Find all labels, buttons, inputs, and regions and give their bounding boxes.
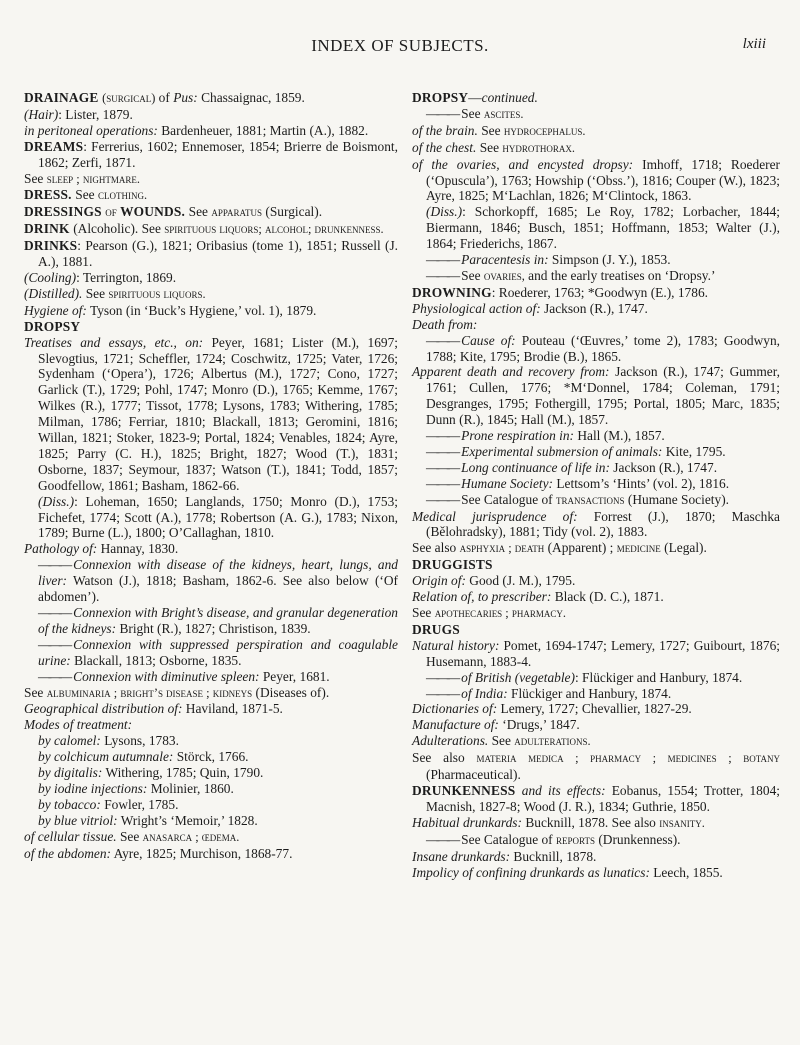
citation-text: Bucknill, 1878. See also (521, 814, 660, 830)
index-sub-entry (24, 557, 398, 605)
citation-text: See (412, 605, 435, 620)
subject-phrase: Habitual drunkards: (412, 814, 522, 830)
ditto-dash: ——— (426, 491, 458, 507)
subject-phrase: of the brain. (412, 122, 478, 138)
entry-heading: DRUGGISTS (412, 557, 493, 573)
subject-phrase: by colchicum autumnale: (38, 749, 174, 765)
subject-phrase: by digitalis: (38, 765, 103, 781)
citation-text: (Surgical). (262, 204, 323, 220)
index-sub-entry (412, 717, 780, 733)
subject-phrase: in peritoneal operations: (24, 122, 158, 138)
citation-text: See also (412, 750, 477, 766)
index-heading-entry (412, 557, 780, 573)
index-sub-entry (412, 849, 780, 865)
citation-text: (Legal). (660, 540, 707, 556)
index-heading-entry (24, 221, 398, 238)
subject-phrase: Paracentesis in: (461, 252, 549, 268)
entry-heading: DROWNING (412, 284, 492, 300)
citation-text: See Catalogue of (461, 831, 556, 847)
index-sub-entry (412, 670, 780, 686)
cross-reference: clothing. (97, 188, 148, 203)
cross-reference: hydrocephalus. (503, 123, 586, 138)
subject-phrase: Pathology of: (24, 541, 98, 557)
index-sub-entry (412, 301, 780, 317)
citation-text: Bardenheuer, 1881; Martin (A.), 1882. (157, 122, 369, 138)
index-sub-entry (412, 540, 780, 557)
ditto-dash: ——— (426, 669, 458, 685)
index-sub-entry (24, 303, 398, 319)
citation-text: See (477, 122, 504, 138)
cross-reference: reports (556, 832, 595, 847)
ditto-dash: ——— (38, 557, 70, 573)
index-sub-entry (412, 317, 780, 333)
entry-heading: DREAMS (24, 138, 84, 154)
index-heading-entry (24, 204, 398, 221)
citation-text: Good (J. M.), 1795. (465, 573, 576, 589)
citation-text: (Alcoholic). See (73, 221, 165, 237)
citation-text: Hannay, 1830. (97, 541, 179, 557)
citation-text: See (24, 170, 47, 186)
citation-text: Bright (R.), 1827; Christison, 1839. (116, 620, 311, 636)
citation-text: See (461, 105, 484, 121)
citation-text: See (75, 187, 98, 203)
citation-text: Blackall, 1813; Osborne, 1835. (70, 652, 242, 668)
cross-reference: ascites. (483, 106, 524, 121)
index-sub-entry (412, 428, 780, 444)
citation-text: See (461, 267, 484, 283)
cross-reference: adulterations. (514, 734, 591, 749)
index-sub-entry (412, 476, 780, 492)
citation-text: Withering, 1785; Quin, 1790. (102, 765, 264, 781)
index-sub-entry (24, 286, 398, 303)
index-sub-entry (24, 749, 398, 765)
subject-phrase: of cellular tissue. (24, 828, 117, 844)
cross-reference: insanity. (659, 815, 705, 830)
index-sub-entry (24, 717, 398, 733)
entry-heading: DRAINAGE (24, 90, 103, 105)
cross-reference: materia medica ; pharmacy ; medicines ; botany (476, 751, 780, 766)
index-heading-entry (412, 90, 780, 106)
index-heading-entry (24, 90, 398, 107)
entry-heading: DRINK (24, 221, 74, 237)
citation-text: Hall (M.), 1857. (574, 428, 665, 444)
citation-text: Jackson (R.), 1747. (540, 300, 648, 316)
subject-phrase: Connexion with Bright’s disease, and granular degeneration of the kidneys: (38, 605, 398, 636)
citation-text: Jackson (R.), 1747. (609, 459, 718, 475)
ditto-dash: ——— (426, 685, 458, 701)
index-sub-entry (24, 107, 398, 123)
index-sub-entry (412, 509, 780, 541)
subject-phrase: by tobacco: (38, 796, 101, 812)
subject-phrase: by iodine injections: (38, 780, 148, 796)
entry-heading: DRINKS (24, 238, 78, 254)
index-sub-entry (24, 701, 398, 717)
cross-reference: albuminaria ; bright’s disease ; kidneys (46, 685, 253, 700)
subject-phrase: and its effects: (521, 782, 606, 798)
ditto-dash: ——— (426, 105, 458, 121)
citation-text: See (188, 204, 212, 220)
index-sub-entry (412, 701, 780, 717)
citation-text: Tyson (in ‘Buck’s Hygiene,’ vol. 1), 1879. (86, 302, 317, 318)
index-sub-entry (412, 832, 780, 849)
index-sub-entry (24, 685, 398, 702)
index-heading-entry (24, 187, 398, 204)
index-heading-entry (412, 285, 780, 301)
cross-reference: spirituous liquors. (108, 286, 206, 301)
index-sub-entry (412, 733, 780, 750)
citation-text: (Diseases of). (252, 684, 330, 700)
citation-text: : Flückiger and Hanbury, 1874. (574, 669, 743, 685)
index-sub-entry (412, 268, 780, 285)
cross-reference: ovaries, (483, 268, 525, 283)
subject-phrase: Adulterations. (412, 733, 489, 749)
index-heading-entry (412, 783, 780, 815)
entry-heading: DRESSINGS (24, 204, 106, 220)
index-heading-entry (412, 622, 780, 638)
citation-text: Imhoff, 1718; Roederer (‘Opuscula’), 1763; Howship (‘Obss.’), 1816; Couper (W.), 1823; Ayre, 1825; M‘Lachlan, 1826; M‘Clintock, 1863. (426, 156, 780, 204)
subject-phrase: (Diss.) (38, 493, 75, 509)
citation-text: (Drunkenness). (594, 831, 681, 847)
citation-text: Chassaignac, 1859. (197, 90, 305, 105)
citation-text: : Loheman, 1650; Langlands, 1750; Monro (D.), 1753; Fichefet, 1774; Scott (A.), 1778; Robertson (A. G.), 1783; Nixon, 1789; Burne (L.), 1800; O’Callaghan, 1810. (38, 493, 398, 541)
index-sub-entry (412, 364, 780, 428)
cross-reference: apothecaries ; pharmacy. (434, 606, 566, 620)
citation-text: Flückiger and Hanbury, 1874. (507, 685, 672, 701)
index-sub-entry (412, 252, 780, 268)
citation-text: Lemery, 1727; Chevallier, 1827-29. (497, 701, 692, 717)
citation-text: of (155, 90, 174, 105)
index-sub-entry (24, 335, 398, 494)
subject-phrase: of British (vegetable) (461, 669, 575, 685)
ditto-dash: ——— (426, 332, 458, 348)
citation-text: Forrest (J.), 1870; Maschka (Bělohradsky), 1881; Tidy (vol. 2), 1883. (426, 508, 781, 540)
ditto-dash: ——— (426, 475, 458, 491)
subject-phrase: Physiological action of: (412, 300, 541, 316)
citation-text: Black (D. C.), 1871. (551, 589, 664, 605)
citation-text: — (468, 90, 482, 105)
subject-phrase: Death from: (412, 316, 478, 332)
citation-text: Bucknill, 1878. (510, 848, 597, 864)
subject-phrase: Apparent death and recovery from: (412, 364, 610, 380)
index-sub-entry (412, 106, 780, 123)
citation-text: Leech, 1855. (649, 864, 723, 880)
subject-phrase: of India: (461, 685, 508, 701)
subject-phrase: of the ovaries, and encysted dropsy: (412, 156, 634, 172)
citation-text: Peyer, 1681. (259, 668, 330, 684)
index-sub-entry (412, 140, 780, 157)
index-sub-entry (24, 846, 398, 862)
citation-text: Pomet, 1694-1747; Lemery, 1727; Guibourt, 1876; Husemann, 1883-4. (426, 637, 780, 669)
subject-phrase: Treatises and essays, etc., on: (24, 334, 204, 350)
subject-phrase: by calomel: (38, 733, 101, 749)
citation-text: : Pearson (G.), 1821; Oribasius (tome 1), 1851; Russell (J. A.), 1881. (38, 238, 398, 270)
cross-reference: medicine (616, 541, 661, 556)
entry-heading: DROPSY (24, 318, 81, 334)
index-sub-entry (412, 865, 780, 881)
citation-text: ‘Drugs,’ 1847. (498, 717, 580, 733)
index-sub-entry (412, 750, 780, 783)
index-sub-entry (24, 669, 398, 685)
citation-text: Lettsom’s ‘Hints’ (vol. 2), 1816. (553, 475, 730, 491)
right-column (412, 90, 780, 1045)
ditto-dash: ——— (426, 831, 458, 847)
citation-text: Störck, 1766. (173, 749, 249, 765)
index-sub-entry (412, 157, 780, 205)
entry-heading: WOUNDS. (116, 204, 189, 220)
subject-phrase: by blue vitriol: (38, 812, 118, 828)
index-sub-entry (412, 204, 780, 252)
subject-phrase: Dictionaries of: (412, 701, 498, 717)
entry-heading: DRUGS (412, 621, 460, 637)
subject-phrase: Modes of treatment: (24, 717, 133, 733)
subject-phrase: Connexion with disease of the kidneys, heart, lungs, and liver: (38, 557, 398, 589)
entry-heading: DRUNKENNESS (412, 782, 522, 798)
subject-phrase: Humane Society: (461, 475, 554, 491)
subject-phrase: of the abdomen: (24, 845, 112, 861)
subject-phrase: Insane drunkards: (412, 848, 511, 864)
index-sub-entry (24, 781, 398, 797)
cross-reference: apparatus (211, 205, 263, 220)
subject-phrase: Medical jurisprudence of: (412, 508, 578, 524)
index-sub-entry (24, 813, 398, 829)
citation-text: Watson (J.), 1818; Basham, 1862-6. See also below (‘Of abdomen’). (38, 573, 398, 605)
citation-text: See also (412, 540, 460, 556)
cross-reference: anasarca ; œdema. (142, 829, 240, 844)
ditto-dash: ——— (426, 252, 458, 268)
index-sub-entry (24, 733, 398, 749)
index-sub-entry (412, 815, 780, 832)
index-sub-entry (412, 638, 780, 670)
index-heading-entry (24, 238, 398, 270)
citation-text: Pouteau (‘Œuvres,’ tome 2), 1783; Goodwyn, 1788; Kite, 1795; Brodie (B.), 1865. (426, 332, 781, 364)
subject-phrase: Pus: (173, 90, 198, 105)
subject-phrase: Long continuance of life in: (461, 459, 610, 475)
cross-reference: hydrothorax. (502, 140, 575, 155)
citation-text: Eobanus, 1554; Trotter, 1804; Macnish, 1827-8; Wood (J. R.), 1834; Guthrie, 1850. (426, 782, 780, 814)
subject-phrase: Experimental submersion of animals: (461, 443, 663, 459)
page-header (0, 36, 800, 58)
left-column (24, 90, 398, 1045)
ditto-dash: ——— (38, 636, 70, 652)
cross-reference: transactions (556, 492, 625, 507)
index-sub-entry (24, 123, 398, 139)
citation-text: Molinier, 1860. (147, 780, 234, 796)
subject-phrase: Manufacture of: (412, 717, 499, 733)
index-sub-entry (24, 797, 398, 813)
citation-text: : Lister, 1879. (58, 106, 133, 122)
index-sub-entry (24, 605, 398, 637)
citation-text: Lysons, 1783. (100, 733, 179, 749)
citation-text: See (476, 139, 503, 155)
index-sub-entry (24, 171, 398, 188)
cross-reference: asphyxia ; death (459, 541, 545, 556)
entry-heading: DRESS. (24, 187, 76, 203)
index-sub-entry (412, 605, 780, 622)
citation-text: Peyer, 1681; Lister (M.), 1697; Slevogtius, 1721; Scheffler, 1724; Coschwitz, 1725; Vater, 1726; Sydenham (‘Opera’), 1726; Albertus (M.), 1727; Cono, 1727; Garlick (T.), 1729; Pohl, 1747; Monro (D.), 1765; Kemme, 1767; Wilkes (R.), 1777; Tissot, 1778; Lysons, 1783; Withering, 1785; Milman, 1786; Ferriar, 1810; Blackall, 1813; Geromini, 1816; Willan, 1821; Stoker, 1823-9; Portal, 1824; Venables, 1824; Ayre, 1825; Parry (C. H.), 1825; Bright, 1827; Wood (T.), 1831; Osborne, 1837; Seymour, 1837; Watson (T.), 1841; Todd, 1857; Goodfellow, 1861; Basham, 1862-66. (38, 334, 398, 493)
index-heading-entry (24, 139, 398, 171)
entry-heading: DROPSY (412, 90, 469, 105)
subject-phrase: of the chest. (412, 139, 477, 155)
index-sub-entry (24, 541, 398, 557)
ditto-dash: ——— (38, 605, 70, 620)
subject-phrase: (Distilled). (24, 285, 83, 301)
citation-text: : Roederer, 1763; *Goodwyn (E.), 1786. (491, 284, 708, 300)
subject-phrase: Prone respiration in: (461, 428, 574, 444)
index-sub-entry (412, 460, 780, 476)
cross-reference: sleep ; nightmare. (46, 171, 140, 186)
citation-text: Ayre, 1825; Murchison, 1868-77. (111, 845, 293, 861)
citation-text: See (488, 733, 515, 749)
index-sub-entry (412, 492, 780, 509)
subject-phrase: (Hair) (24, 106, 59, 122)
citation-text: (Pharmaceutical). (426, 767, 521, 783)
index-sub-entry (24, 829, 398, 846)
ditto-dash: ——— (38, 668, 70, 684)
subject-phrase: Geographical distribution of: (24, 701, 183, 717)
index-sub-entry (412, 573, 780, 589)
subject-phrase: Relation of, to prescriber: (412, 589, 552, 605)
citation-text: Kite, 1795. (662, 443, 726, 459)
index-sub-entry (412, 444, 780, 460)
subject-phrase: Impolicy of confining drunkards as lunatics: (412, 864, 650, 880)
citation-text: See Catalogue of (461, 491, 556, 507)
subject-phrase: Natural history: (412, 637, 500, 653)
subject-phrase: Cause of: (461, 332, 516, 348)
citation-text: (Humane Society). (624, 491, 730, 507)
index-heading-entry (24, 319, 398, 335)
page-number: lxiii (742, 36, 766, 52)
citation-text: Simpson (J. Y.), 1853. (548, 252, 671, 268)
citation-text: (Apparent) ; (544, 540, 617, 556)
subject-phrase: Connexion with diminutive spleen: (73, 668, 260, 684)
citation-text: See (24, 684, 47, 700)
citation-text: Haviland, 1871-5. (182, 701, 283, 717)
page-title: INDEX OF SUBJECTS. (311, 36, 489, 55)
citation-text: Fowler, 1785. (100, 796, 179, 812)
index-sub-entry (24, 637, 398, 669)
subject-phrase: Hygiene of: (24, 302, 87, 318)
cross-reference: (surgical) (102, 91, 156, 105)
citation-text: See (116, 828, 143, 844)
citation-text: Wright’s ‘Memoir,’ 1828. (117, 812, 258, 828)
index-sub-entry (412, 686, 780, 702)
index-sub-entry (412, 589, 780, 605)
subject-phrase: (Diss.) (426, 204, 463, 220)
subject-phrase: continued. (481, 90, 538, 105)
index-sub-entry (412, 123, 780, 140)
index-sub-entry (24, 765, 398, 781)
ditto-dash: ——— (426, 428, 458, 444)
subject-phrase: Connexion with suppressed perspiration and coagulable urine: (38, 636, 398, 668)
citation-text: : Schorkopff, 1685; Le Roy, 1782; Lorbacher, 1844; Biermann, 1846; Busch, 1851; Hoffmann, 1853; Walter (J.), 1864; Friederichs, 1867. (426, 204, 780, 252)
index-sub-entry (24, 494, 398, 542)
cross-reference: of (105, 205, 117, 220)
index-sub-entry (412, 333, 780, 365)
cross-reference: spirituous liquors; alcohol; drunkenness. (164, 222, 384, 237)
ditto-dash: ——— (426, 459, 458, 475)
citation-text: : Ferrerius, 1602; Ennemoser, 1854; Brierre de Boismont, 1862; Zerfi, 1871. (38, 138, 398, 170)
ditto-dash: ——— (426, 443, 458, 459)
citation-text: Jackson (R.), 1747; Gummer, 1761; Cullen, 1776; *M‘Donnel, 1784; Coleman, 1791; Desgranges, 1795; Fothergill, 1795; Portal, 1805; Marc, 1835; Dunn (R.), 1845; Hall (M.), 1857. (426, 364, 780, 428)
ditto-dash: ——— (426, 267, 458, 283)
subject-phrase: (Cooling) (24, 269, 77, 285)
subject-phrase: Origin of: (412, 573, 466, 589)
citation-text: See (82, 285, 109, 301)
citation-text: and the early treatises on ‘Dropsy.’ (524, 267, 716, 283)
citation-text: : Terrington, 1869. (76, 269, 177, 285)
index-sub-entry (24, 270, 398, 286)
